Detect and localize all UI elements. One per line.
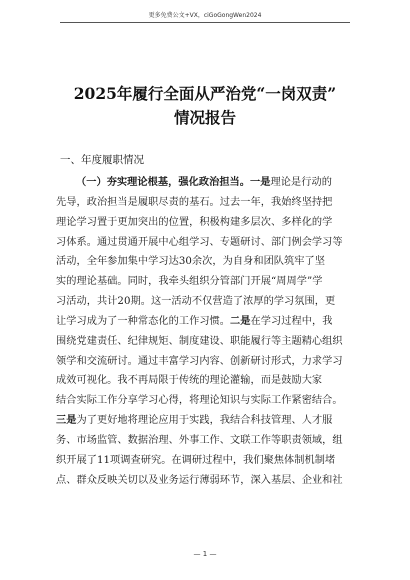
paragraph-line: 结合实际工作分享学习心得，将理论知识与实际工作紧密结合。 [56, 395, 343, 407]
title-line-2: 情况报告 [173, 108, 236, 127]
paragraph-line: 领学和交流研讨。通过丰富学习内容、创新研讨形式，力求学习 [56, 355, 343, 367]
paragraph-line: 活动，全年参加集中学习达30余次，为自身和团队筑牢了坚 [56, 256, 325, 268]
paragraph-line: 成效可视化。我不再局限于传统的理论灌输，而是鼓励大家 [56, 375, 323, 387]
text-run: 理论是行动的 [270, 177, 332, 188]
document-title [0, 82, 410, 130]
point-marker: 一是 [250, 176, 271, 188]
subheading: （一）夯实理论根基，强化政治担当。 [76, 176, 251, 188]
text-run: 在学习过程中，我 [250, 315, 333, 327]
paragraph-line: 务、市场监管、数据治理、外事工作、文联工作等职责领域，组 [56, 434, 343, 446]
point-marker: 三是 [56, 414, 77, 427]
paragraph-line: 实的理论基础。同时，我牵头组织分管部门开展“周周学”学 [56, 276, 323, 288]
paragraph-line [56, 312, 362, 332]
paragraph-line: 围绕党建责任、纪律规矩、制度建设、职能履行等主题精心组织 [56, 335, 343, 347]
paragraph-line: 习活动，共计20期。这一活动不仅营造了浓厚的学习氛围，更 [56, 296, 336, 308]
body-paragraph [56, 173, 362, 491]
point-marker: 二是 [230, 314, 251, 327]
text-run: 为了更好地将理论应用于实践，我结合科技管理、人才服 [76, 415, 333, 427]
paragraph-line: 习体系。通过贯通开展中心组学习、专题研讨、部门例会学习等 [56, 236, 343, 248]
text-run: 让学习成为了一种常态化的工作习惯。 [56, 315, 231, 327]
paragraph-line: 织开展了11项调查研究。在调研过程中，我们聚焦体制机制堵 [56, 454, 336, 466]
header-divider [60, 22, 350, 23]
paragraph-line [56, 411, 362, 431]
section-heading: 一、年度履职情况 [60, 154, 144, 166]
title-line-1: 2025年履行全面从严治党“一岗双责” [73, 84, 337, 103]
paragraph-line: 点、群众反映关切以及业务运行薄弱环节，深入基层、企业和社 [56, 474, 343, 486]
page-number: — 1 — [193, 550, 217, 558]
paragraph-line: 先导，政治担当是履职尽责的基石。过去一年，我始终坚持把 [56, 196, 333, 208]
page-header: 更多免费公文+VX，ciGoGongWen2024 [148, 12, 262, 19]
paragraph-line [56, 173, 362, 193]
paragraph-line: 理论学习置于更加突出的位置，积极构建多层次、多样化的学 [56, 216, 333, 228]
